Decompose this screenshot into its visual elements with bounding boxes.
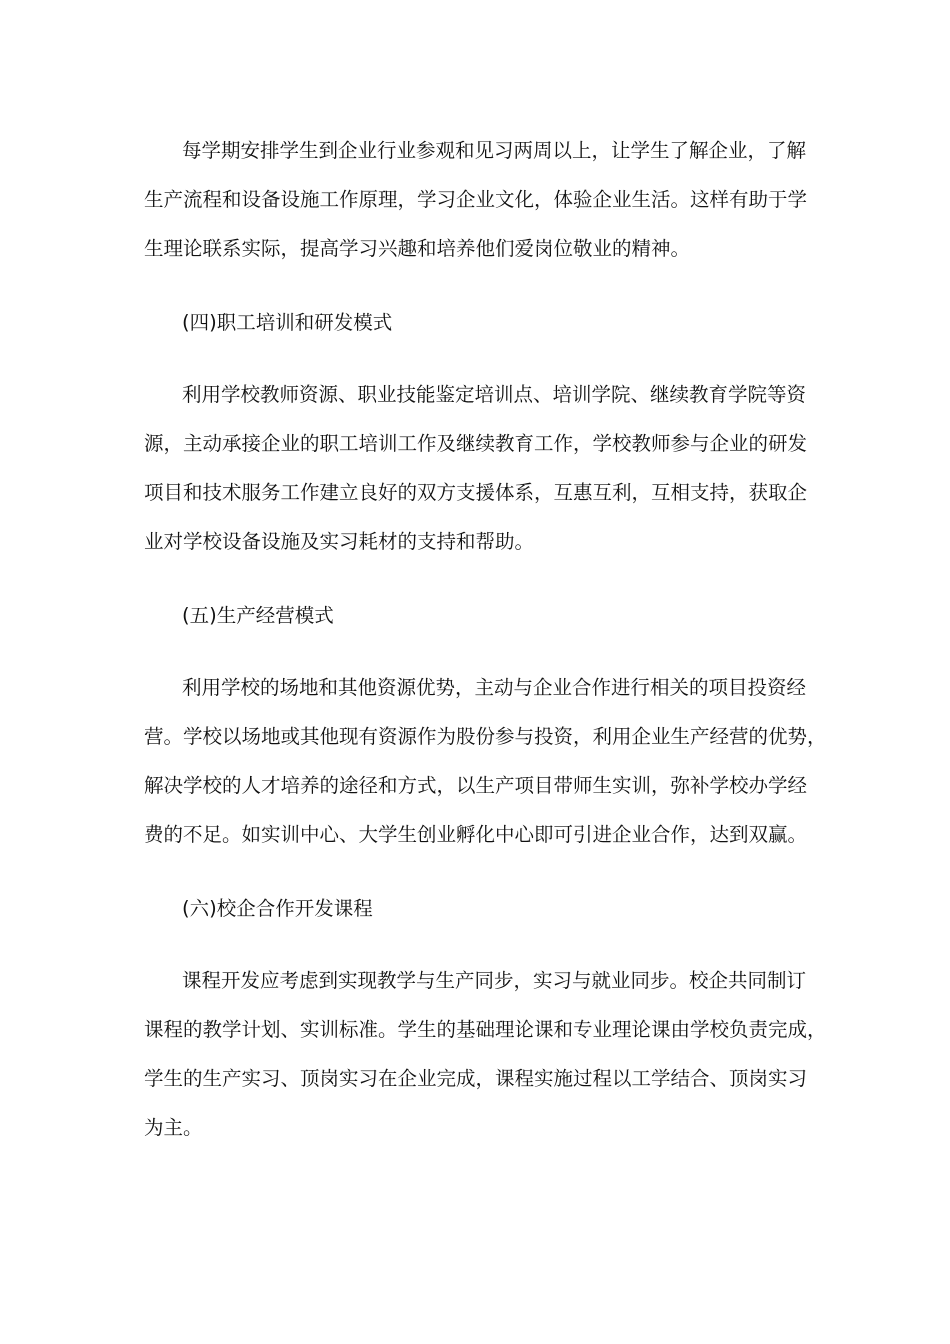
paragraph-line: 课程开发应考虑到实现教学与生产同步，实习与就业同步。校企共同制订 — [182, 969, 807, 992]
paragraph-production — [144, 663, 827, 859]
paragraph-staff-training — [144, 370, 808, 566]
paragraph-line: 利用学校的场地和其他资源优势，主动与企业合作进行相关的项目投资经 — [182, 676, 807, 699]
section-heading-curriculum: (六)校企合作开发课程 — [182, 897, 373, 920]
paragraph-line: 利用学校教师资源、职业技能鉴定培训点、培训学院、继续教育学院等资 — [182, 383, 807, 406]
paragraph-line: 为主。 — [144, 1116, 203, 1139]
paragraph-line: 学生的生产实习、顶岗实习在企业完成，课程实施过程以工学结合、顶岗实习 — [144, 1067, 808, 1090]
paragraph-line: 营。学校以场地或其他现有资源作为股份参与投资，利用企业生产经营的优势， — [144, 725, 827, 748]
section-heading-staff-training: (四)职工培训和研发模式 — [182, 311, 393, 334]
paragraph-line: 解决学校的人才培养的途径和方式，以生产项目带师生实训，弥补学校办学经 — [144, 774, 808, 797]
paragraph-line: 生理论联系实际，提高学习兴趣和培养他们爱岗位敬业的精神。 — [144, 237, 691, 260]
paragraph-line: 源，主动承接企业的职工培训工作及继续教育工作，学校教师参与企业的研发 — [144, 432, 808, 455]
paragraph-line: 业对学校设备设施及实习耗材的支持和帮助。 — [144, 530, 535, 553]
paragraph-line: 生产流程和设备设施工作原理，学习企业文化，体验企业生活。这样有助于学 — [144, 188, 808, 211]
paragraph-line: 课程的教学计划、实训标准。学生的基础理论课和专业理论课由学校负责完成， — [144, 1018, 827, 1041]
paragraph-line: 费的不足。如实训中心、大学生创业孵化中心即可引进企业合作，达到双赢。 — [144, 823, 808, 846]
paragraph-line: 每学期安排学生到企业行业参观和见习两周以上，让学生了解企业，了解 — [182, 139, 807, 162]
paragraph-curriculum — [144, 956, 827, 1152]
section-heading-production: (五)生产经营模式 — [182, 604, 334, 627]
paragraph-line: 项目和技术服务工作建立良好的双方支援体系，互惠互利，互相支持，获取企 — [144, 481, 808, 504]
paragraph-internship — [144, 126, 808, 273]
